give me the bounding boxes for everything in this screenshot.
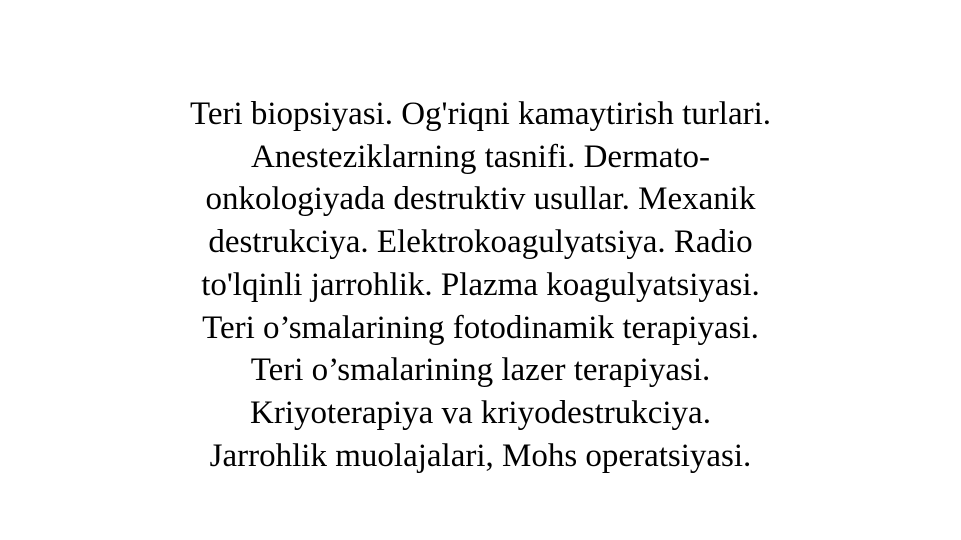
text-line: Teri biopsiyasi. Og'riqni kamaytirish turlari. xyxy=(189,96,772,132)
text-line: onkologiyada destruktiv usullar. Mexanik xyxy=(205,181,756,218)
text-line: Kriyoterapiya va kriyodestrukciya. xyxy=(250,394,711,431)
text-line: Jarrohlik muolajalari, Mohs operatsiyasi. xyxy=(209,437,752,474)
text-line: destrukciya. Elektrokoagulyatsiya. Radio xyxy=(208,224,753,261)
slide-text-block xyxy=(0,93,961,477)
text-line: Anesteziklarning tasnifi. Dermato- xyxy=(250,138,711,175)
text-line: Teri o’smalarining lazer terapiyasi. xyxy=(250,352,711,389)
text-line: Teri o’smalarining fotodinamik terapiyasi. xyxy=(202,309,759,346)
text-line: to'lqinli jarrohlik. Plazma koagulyatsiyasi. xyxy=(201,266,760,303)
